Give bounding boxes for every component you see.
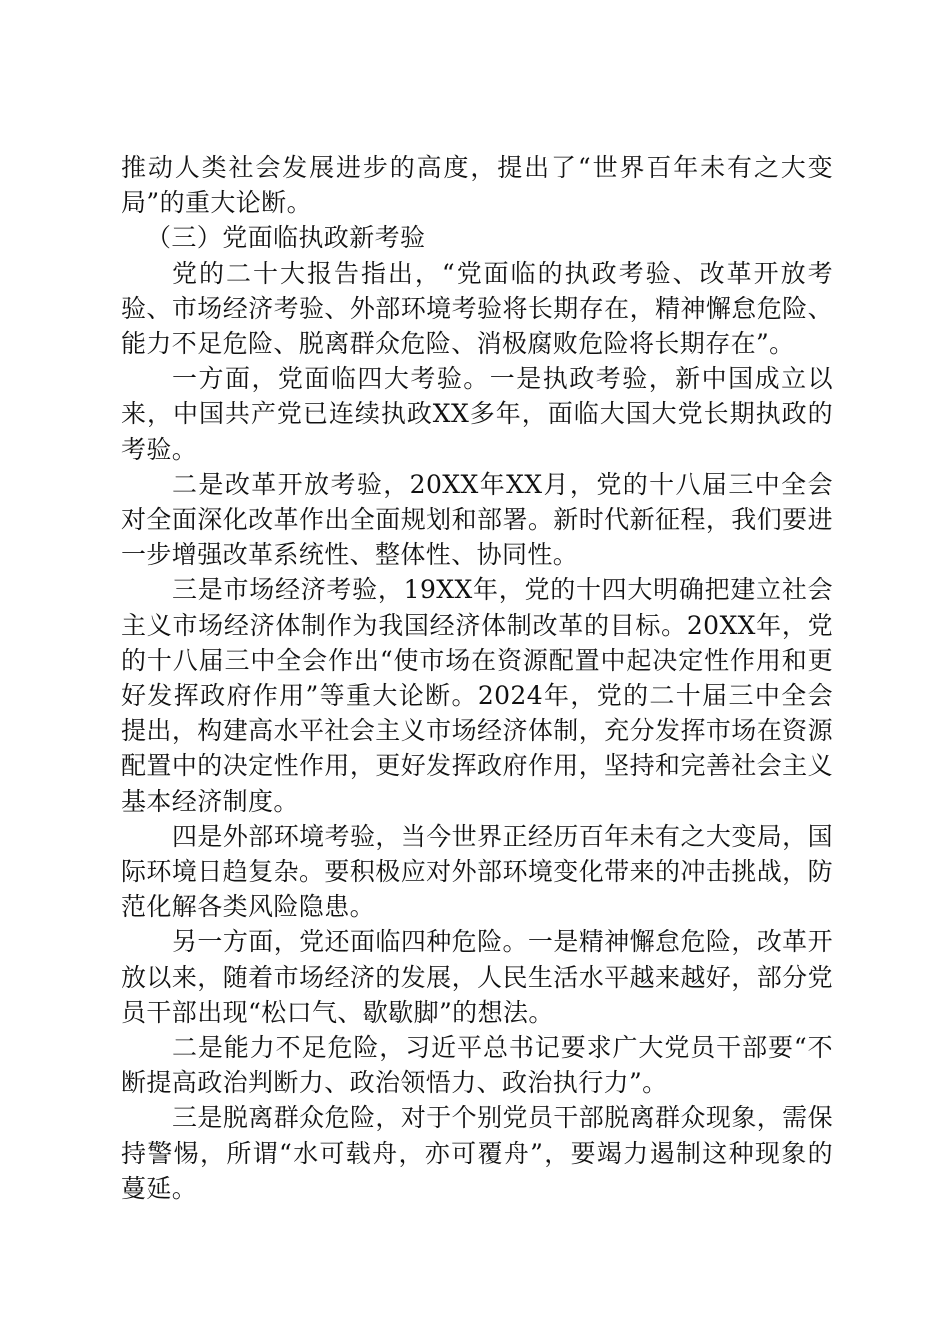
- paragraph: 四是外部环境考验，当今世界正经历百年未有之大变局，国际环境日趋复杂。要积极应对外部环境变化带来的冲击挑战，防范化解各类风险隐患。: [121, 821, 833, 922]
- paragraph: 一方面，党面临四大考验。一是执政考验，新中国成立以来，中国共产党已连续执政XX多年，面临大国大党长期执政的考验。: [121, 364, 833, 464]
- section-heading-text: （三）党面临执政新考验: [146, 223, 426, 253]
- section-heading: [121, 220, 833, 255]
- paragraph: 三是脱离群众危险，对于个别党员干部脱离群众现象，需保持警惕，所谓“水可载舟，亦可覆舟”，要竭力遏制这种现象的蔓延。: [121, 1103, 833, 1203]
- paragraph-continued: 推动人类社会发展进步的高度，提出了“世界百年未有之大变局”的重大论断。: [121, 153, 833, 218]
- paragraph: 另一方面，党还面临四种危险。一是精神懈怠危险，改革开放以来，随着市场经济的发展，人民生活水平越来越好，部分党员干部出现“松口气、歇歇脚”的想法。: [121, 927, 833, 1027]
- paragraph: 二是能力不足危险，习近平总书记要求广大党员干部要“不断提高政治判断力、政治领悟力、政治执行力”。: [121, 1033, 833, 1098]
- document-body: [121, 150, 833, 1206]
- paragraph: 党的二十大报告指出，“党面临的执政考验、改革开放考验、市场经济考验、外部环境考验将长期存在，精神懈怠危险、能力不足危险、脱离群众危险、消极腐败危险将长期存在”。: [121, 258, 833, 359]
- paragraph: 二是改革开放考验，20XX年XX月，党的十八届三中全会对全面深化改革作出全面规划和部署。新时代新征程，我们要进一步增强改革系统性、整体性、协同性。: [121, 469, 833, 570]
- paragraph: 三是市场经济考验，19XX年，党的十四大明确把建立社会主义市场经济体制作为我国经济体制改革的目标。20XX年，党的十八届三中全会作出“使市场在资源配置中起决定性作用和更好发挥政府作用”等重大论断。2024年，党的二十届三中全会提出，构建高水平社会主义市场经济体制，充分发挥市场在资源配置中的决定性作用，更好发挥政府作用，坚持和完善社会主义基本经济制度。: [121, 575, 833, 816]
